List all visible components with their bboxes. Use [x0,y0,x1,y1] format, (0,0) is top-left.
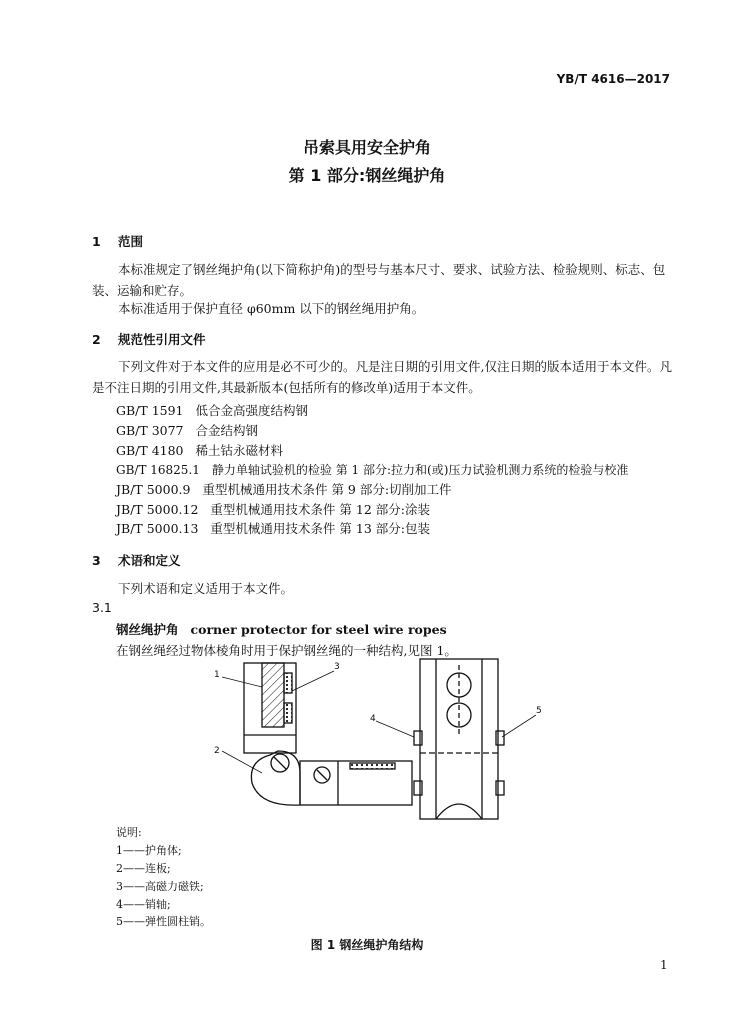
section-2-paragraph-1: 下列文件对于本文件的应用是必不可少的。凡是注日期的引用文件,仅注日期的版本适用于本文件。凡是不注日期的引用文件,其最新版本(包括所有的修改单)适用于本文件。 [92,359,672,395]
reference-name: 重型机械通用技术条件 第 9 部分:切削加工件 [202,482,452,497]
reference-code: JB/T 5000.9 [116,482,191,497]
legend-item: 2——连板; [116,862,171,875]
legend-title: 说明: [116,826,142,839]
reference-name: 稀土钴永磁材料 [195,443,284,458]
document-title: 吊索具用安全护角 [302,138,431,157]
reference-name: 重型机械通用技术条件 第 13 部分:包装 [210,521,430,536]
reference-code: JB/T 5000.12 [116,502,199,517]
reference-item [116,500,430,518]
term-number: 3.1 [92,600,112,615]
callout-2: 2 [214,746,220,756]
reference-code: JB/T 5000.13 [116,521,199,536]
reference-name: 重型机械通用技术条件 第 12 部分:涂装 [210,502,430,517]
reference-code: GB/T 16825.1 [116,463,200,477]
term-heading [116,620,447,638]
link-plate-side-view [251,751,330,805]
section-1-heading [92,232,143,250]
reference-item [116,441,283,459]
protector-body-horizontal [300,761,412,805]
document-subtitle: 第 1 部分:钢丝绳护角 [288,166,446,185]
protector-body-side-view [244,663,296,753]
reference-item [116,401,308,419]
reference-item [116,480,452,498]
page-number: 1 [660,958,668,972]
reference-name: 静力单轴试验机的检验 第 1 部分:拉力和(或)压力试验机测力系统的检验与校准 [211,463,629,477]
term-english: corner protector for steel wire ropes [190,622,447,637]
term-definition: 在钢丝绳经过物体棱角时用于保护钢丝绳的一种结构,见图 1。 [116,643,457,658]
section-number: 1 [92,234,101,249]
figure-caption: 图 1 钢丝绳护角结构 [310,938,424,952]
callout-1: 1 [214,670,220,680]
section-number: 3 [92,553,101,568]
section-3-heading [92,551,181,569]
callout-3: 3 [334,662,340,672]
section-3-paragraph-1: 下列术语和定义适用于本文件。 [118,581,294,596]
reference-code: GB/T 1591 [116,403,184,418]
section-1-paragraph-1: 本标准规定了钢丝绳护角(以下简称护角)的型号与基本尺寸、要求、试验方法、检验规则、标志、包装、运输和贮存。 [92,262,666,298]
callout-4: 4 [370,714,376,724]
term-chinese: 钢丝绳护角 [116,622,179,637]
standard-code: YB/T 4616—2017 [556,72,670,86]
section-2-heading [92,330,206,348]
reference-code: GB/T 3077 [116,423,184,438]
section-number: 2 [92,332,101,347]
reference-name: 合金结构钢 [195,423,259,438]
section-title: 范围 [118,234,144,249]
reference-item [116,461,628,478]
figure-1-drawing [200,655,560,825]
legend-item: 4——销轴; [116,898,171,911]
reference-item [116,421,258,439]
reference-code: GB/T 4180 [116,443,184,458]
callout-5: 5 [536,706,542,716]
reference-name: 低合金高强度结构钢 [195,403,309,418]
reference-item [116,519,430,537]
section-title: 术语和定义 [118,553,181,568]
section-title: 规范性引用文件 [118,332,206,347]
legend-item: 1——护角体; [116,844,182,857]
legend-item: 3——高磁力磁铁; [116,880,204,893]
legend-item: 5——弹性圆柱销。 [116,915,211,928]
section-1-paragraph-2: 本标准适用于保护直径 φ60mm 以下的钢丝绳用护角。 [118,301,425,316]
protector-front-view [414,659,504,819]
